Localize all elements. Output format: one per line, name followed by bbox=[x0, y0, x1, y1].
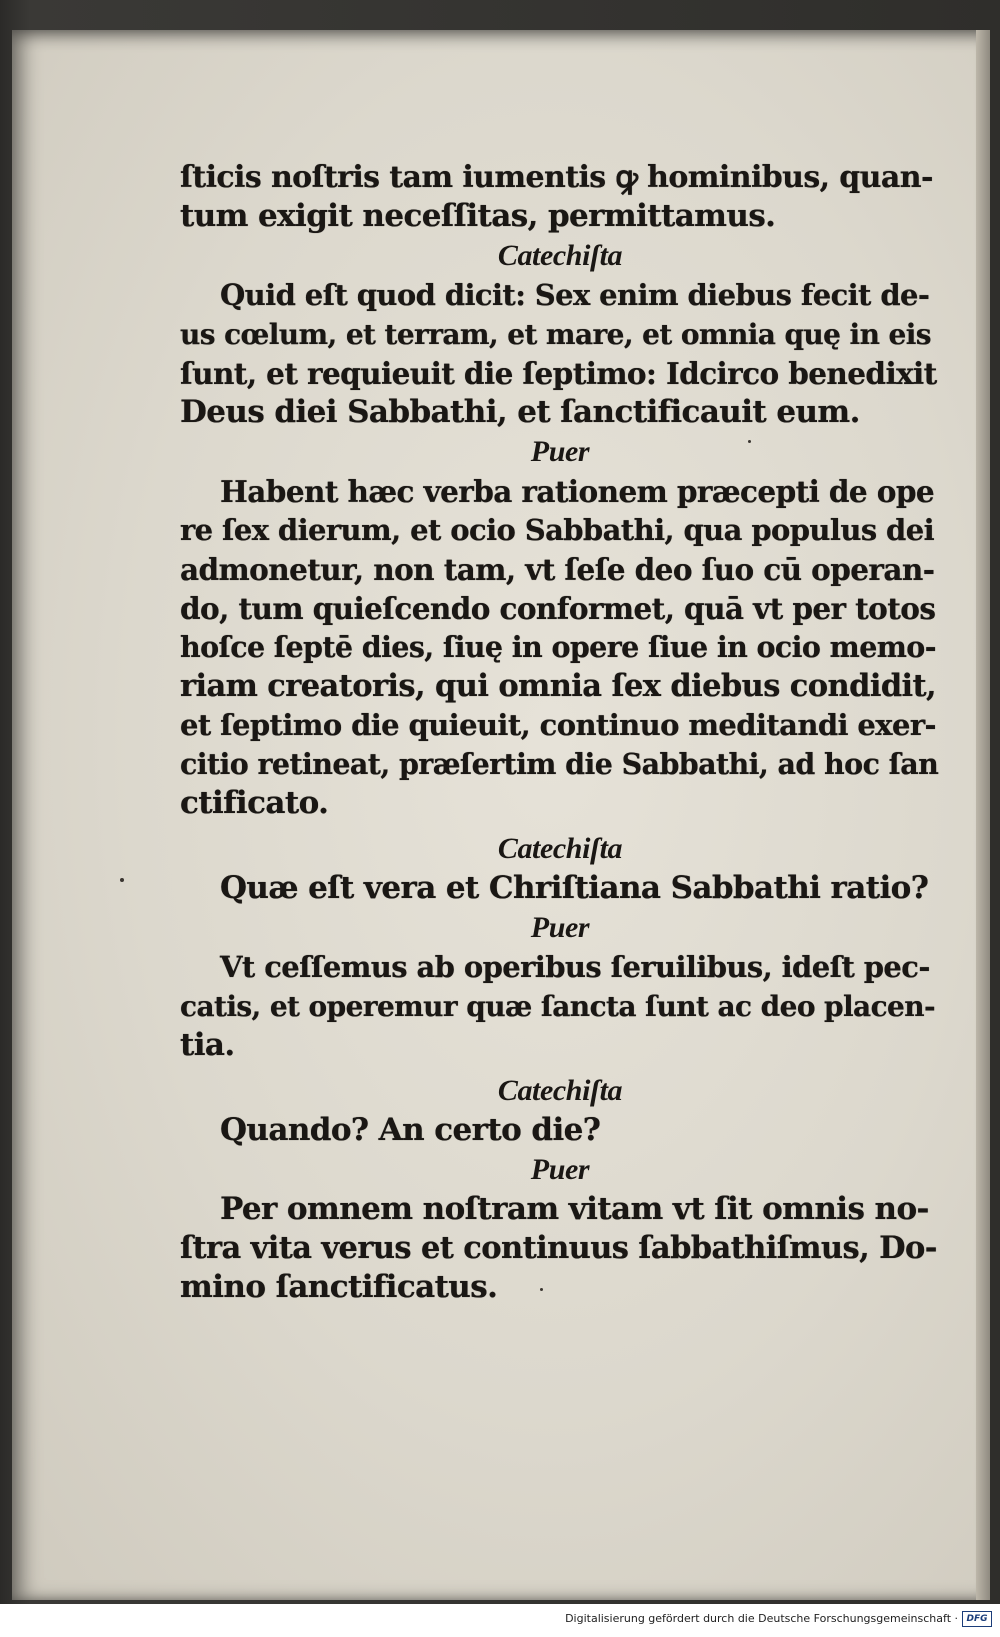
ink-speck bbox=[540, 1288, 543, 1291]
text-line: citio retineat, præſertim die Sabbathi, ad hoc ſan bbox=[180, 747, 939, 781]
text-line: hoſce ſeptē dies, ſiuę in opere ſiue in ocio memo- bbox=[180, 630, 936, 664]
text-line: mino ſanctificatus. bbox=[180, 1269, 498, 1305]
speaker-heading: Catechiſta bbox=[497, 832, 623, 865]
text-line: ſtra vita verus et continuus ſabbathiſmus, Do- bbox=[180, 1230, 937, 1266]
text-line: ctificato. bbox=[180, 785, 329, 821]
text-line: riam creatoris, qui omnia ſex diebus condidit, bbox=[180, 668, 937, 704]
footer bbox=[0, 1604, 1000, 1637]
speaker-heading: Catechiſta bbox=[497, 239, 623, 272]
text-line: Quæ eſt vera et Chriſtiana Sabbathi ratio? bbox=[220, 870, 929, 906]
text-line: catis, et operemur quæ ſancta ſunt ac deo placen- bbox=[180, 990, 936, 1023]
text-line: Quid eſt quod dicit: Sex enim diebus fecit de- bbox=[220, 278, 930, 312]
book-page bbox=[12, 30, 990, 1600]
speaker-heading: Puer bbox=[530, 1153, 590, 1186]
text-line: tum exigit neceſſitas, permittamus. bbox=[180, 198, 776, 234]
ink-speck bbox=[120, 878, 124, 882]
text-line: ſticis noſtris tam iumentis ꝙ hominibus, quan- bbox=[180, 160, 933, 195]
text-line: Quando? An certo die? bbox=[220, 1112, 601, 1148]
text-line: admonetur, non tam, vt ſeſe deo ſuo cū operan- bbox=[180, 552, 935, 587]
text-line: ſunt, et requieuit die ſeptimo: Idcirco benedixit bbox=[180, 356, 937, 391]
text-line: et ſeptimo die quieuit, continuo meditandi exer- bbox=[180, 708, 936, 742]
text-line: Per omnem noſtram vitam vt ſit omnis no- bbox=[220, 1191, 929, 1227]
speaker-heading: Puer bbox=[530, 435, 590, 468]
ink-speck bbox=[748, 440, 751, 443]
speaker-heading: Catechiſta bbox=[497, 1074, 623, 1107]
dfg-logo-icon: DFG bbox=[962, 1611, 992, 1627]
text-line: do, tum quieſcendo conformet, quā vt per totos bbox=[180, 591, 936, 626]
page-text bbox=[180, 158, 940, 1307]
text-line: tia. bbox=[180, 1027, 235, 1063]
speaker-heading: Puer bbox=[530, 911, 590, 944]
text-line: Vt ceſſemus ab operibus ſeruilibus, ideſt pec- bbox=[220, 950, 930, 984]
text-line: Habent hæc verba rationem præcepti de ope bbox=[220, 474, 935, 509]
footer-credit: Digitalisierung gefördert durch die Deutsche Forschungsgemeinschaft · bbox=[565, 1612, 958, 1625]
text-line: us cœlum, et terram, et mare, et omnia quę in eis bbox=[180, 318, 931, 351]
text-line: Deus diei Sabbathi, et ſanctificauit eum. bbox=[180, 394, 860, 430]
page-edge bbox=[976, 30, 990, 1600]
text-line: re ſex dierum, et ocio Sabbathi, qua populus dei bbox=[180, 513, 934, 547]
